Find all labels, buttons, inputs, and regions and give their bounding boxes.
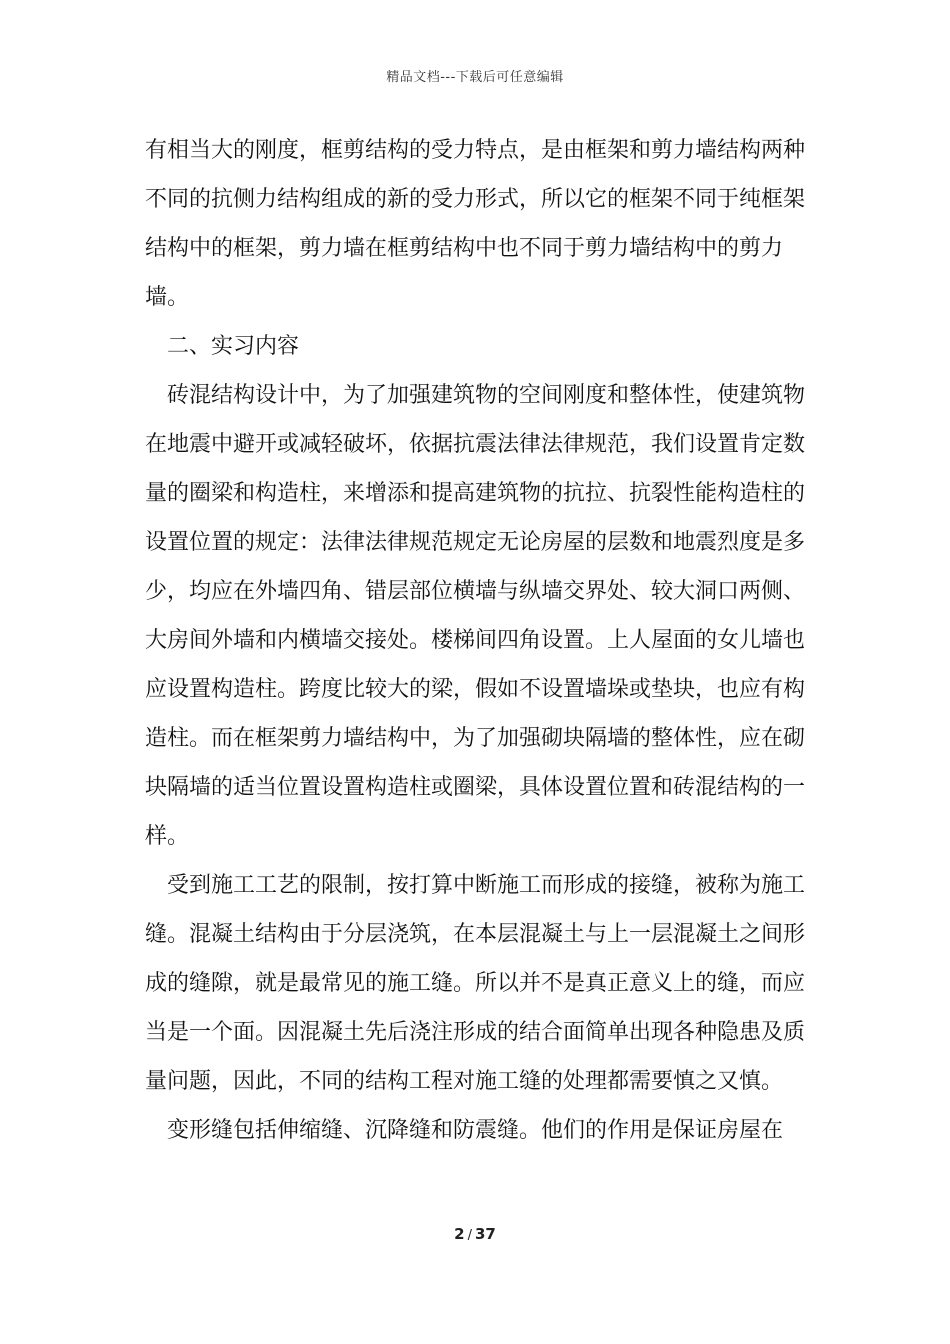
paragraph-structure-description: 有相当大的刚度，框剪结构的受力特点，是由框架和剪力墙结构两种不同的抗侧力结构组成的新的受力形式，所以它的框架不同于纯框架结构中的框架，剪力墙在框剪结构中也不同于剪力墙结构中的剪力墙。 [145, 138, 806, 310]
paragraph-deformation-joint: 变形缝包括伸缩缝、沉降缝和防震缝。他们的作用是保证房屋在 [167, 1118, 784, 1143]
paragraph-masonry-structure: 砖混结构设计中，为了加强建筑物的空间刚度和整体性，使建筑物在地震中避开或减轻破坏，依据抗震法律法律规范，我们设置肯定数量的圈梁和构造柱，来增添和提高建筑物的抗拉、抗裂性能构造柱的设置位置的规定：法律法律规范规定无论房屋的层数和地震烈度是多少，均应在外墙四角、错层部位横墙与纵墙交界处、较大洞口两侧、大房间外墙和内横墙交接处。楼梯间四角设置。上人屋面的女儿墙也应设置构造柱。跨度比较大的梁，假如不设置墙垛或垫块，也应有构造柱。而在框架剪力墙结构中，为了加强砌块隔墙的整体性，应在砌块隔墙的适当位置设置构造柱或圈梁，具体设置位置和砖混结构的一样。 [145, 383, 806, 849]
paragraph-construction-joint: 受到施工工艺的限制，按打算中断施工而形成的接缝，被称为施工缝。混凝土结构由于分层浇筑，在本层混凝土与上一层混凝土之间形成的缝隙，就是最常见的施工缝。所以并不是真正意义上的缝，而应当是一个面。因混凝土先后浇注形成的结合面简单出现各种隐患及质量问题，因此，不同的结构工程对施工缝的处理都需要慎之又慎。 [145, 873, 806, 1094]
section-heading-internship-content: 二、实习内容 [167, 334, 300, 359]
page-header: 精品文档---下载后可任意编辑 [386, 70, 564, 85]
document-body [145, 126, 817, 1155]
page-separator: / [467, 1228, 472, 1243]
page-number [0, 1225, 950, 1243]
total-page-count: 37 [474, 1225, 496, 1243]
current-page-number: 2 [454, 1225, 465, 1243]
